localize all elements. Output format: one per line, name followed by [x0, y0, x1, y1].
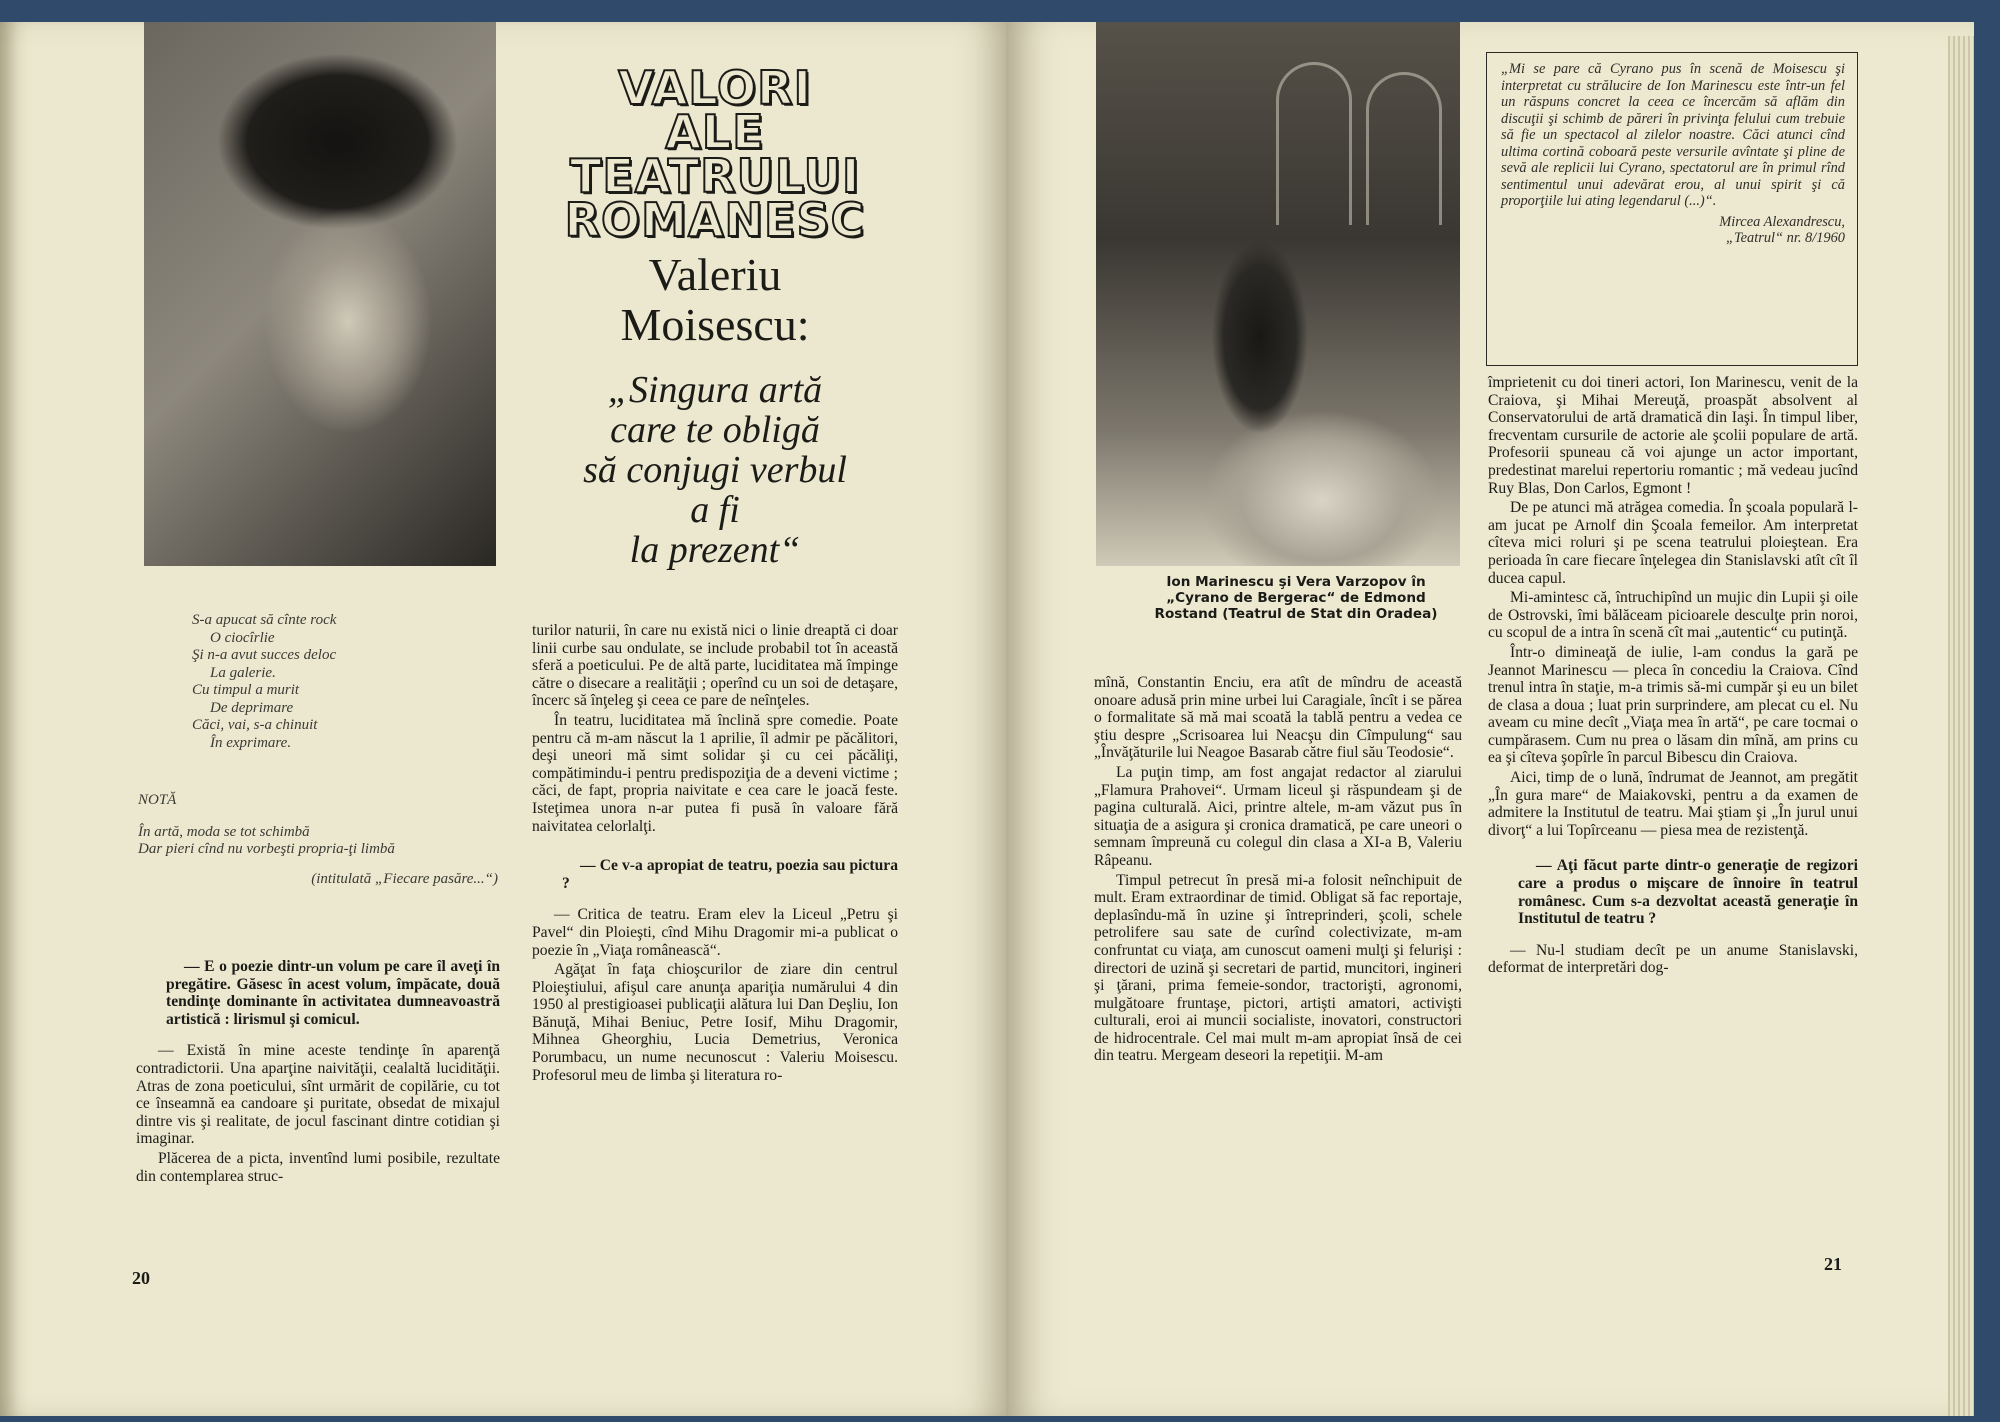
subtitle-line: care te obligă: [610, 409, 820, 451]
column-3: [1094, 674, 1462, 1067]
poem-line: O ciocîrlie: [210, 629, 275, 646]
paragraph: Mi-amintesc că, întruchipînd un mujic din Lupii şi oile de Ostrovski, îmi bălăceam picioarele desculţe prin noroi, cu scopul de a intra în scenă cît mai „autentic“ cu putinţă.: [1488, 589, 1858, 642]
paragraph: Aici, timp de o lună, îndrumat de Jeannot, am pregătit „În gura mare“ de Maiakovski, pentru a da examen de admitere la Institutul de teatru. Mai ştiam şi „În jurul unui divorţ“ a lui Topîrceanu — piesa mea de rezistenţă.: [1488, 769, 1858, 839]
subtitle-line: la prezent“: [629, 529, 801, 571]
stage-arch: [1366, 72, 1442, 225]
header-line: ALE: [665, 105, 765, 159]
series-header: [520, 61, 910, 247]
name-line: Valeriu: [648, 249, 782, 300]
name-line: Moisescu:: [620, 299, 810, 350]
paragraph: La puţin timp, am fost angajat redactor al ziarului „Flamura Prahovei“. Urmam liceul şi răspundeam şi de pagina culturală. Aici, printre altele, m-am văzut pus în situaţia de a asigura şi cronica dramatică, pe care uneori o semnam împreună cu colegul din clasa a XI-a B, Valeriu Râpeanu.: [1094, 763, 1462, 869]
subtitle-line: să conjugi verbul: [583, 449, 847, 491]
interview-question: — Aţi făcut parte dintr-o generaţie de regizori care a produs o mişcare de înnoire în teatrul românesc. Cum s-a dezvoltat această generaţie în Institutul de teatru ?: [1518, 857, 1858, 928]
paragraph: — Critica de teatru. Eram elev la Liceul „Petru şi Pavel“ din Ploieşti, cînd Mihu Dragomir mi-a publicat o poezie în „Viaţa românească“.: [532, 906, 898, 959]
interview-question: — E o poezie dintr-un volum pe care îl aveţi în pregătire. Găsesc în acest volum, împăcate, două tendinţe dominante în activitatea dumneavoastră artistică : lirismul şi comicul.: [166, 958, 500, 1028]
quote-box: [1486, 52, 1858, 366]
right-page: [1006, 22, 1974, 1416]
nota: [138, 792, 498, 888]
interview-question: — Ce v-a apropiat de teatru, poezia sau pictura ?: [562, 857, 898, 892]
column-4: [1488, 374, 1858, 979]
header-line: ROMANESC: [564, 193, 866, 247]
poem-line: S-a apucat să cînte rock: [192, 612, 337, 628]
header-line: VALORI: [618, 61, 812, 115]
poem-line: Cu timpul a murit: [192, 682, 300, 698]
column-2: [532, 622, 898, 1086]
article-subtitle: [540, 370, 890, 570]
poem-line: Căci, vai, s-a chinuit: [192, 717, 318, 733]
poem-line: La galerie.: [210, 664, 276, 681]
stage-photo: [1096, 22, 1460, 566]
poem-line: Şi n-a avut succes deloc: [192, 647, 337, 663]
paragraph: În teatru, luciditatea mă înclină spre comedie. Poate pentru că m-am născut la 1 aprilie, îl admir pe păcălitori, deşi uneori mă simt solidar şi cu cei păcăliţi, compătimindu-i pentru predispoziţia de a deveni victime ; căci, de fapt, propria naivitate e cea care le joacă feste. Isteţimea unora n-ar putea fi pusă în valoare fără naivitatea celorlalţi.: [532, 711, 898, 835]
page-number: 20: [132, 1268, 150, 1288]
paragraph: turilor naturii, în care nu există nici o linie dreaptă ci doar linii curbe sau ondulate, se include probabil tot în această sferă a poeticului. Pe de altă parte, luciditatea mă împinge către o disecare a realităţii ; operînd cu un soi de detaşare, încerc să înţeleg şi ceea ce pare de neînţeles.: [532, 622, 898, 710]
quote-text: „Mi se pare că Cyrano pus în scenă de Moisescu şi interpretat cu strălucire de Ion Marinescu este într-un fel un răspuns concret la ceea ce încercăm să aflăm din discuţii şi schimb de păreri în privinţa felului cum trebuie să fie un spectacol al zilelor noastre. Căci atunci cînd ultima cortină coboară peste versurile avîntate şi pline de sevă ale replicii lui Cyrano, spectatorul are în primul rînd sentimentul unui adevărat erou, al unui spirit şi că proporţiile lui ating legendarul (...)“.: [1501, 61, 1845, 209]
article-title: [560, 250, 870, 350]
photo-caption: Ion Marinescu şi Vera Varzopov în „Cyrano de Bergerac“ de Edmond Rostand (Teatrul de Stat din Oradea): [1154, 574, 1438, 622]
subtitle-line: „Singura artă: [607, 369, 823, 411]
paragraph: Timpul petrecut în presă mi-a folosit neînchipuit de mult. Eram extraordinar de timid. Obligat să fac reportaje, deplasîndu-mă în uzine şi întreprinderi, şcoli, schele petrolifere sau sate de curînd colectivizate, m-am confruntat cu viaţa, am cunoscut oameni mulţi şi felurişi : directori de uzină şi secretari de partid, muncitori, ingineri şi ţărani, prima femeie-sondor, tractorişti, agronomi, mulgătoare fruntaşe, pictori, artişti amatori, activişti culturali, eroi ai muncii socialiste, inovatori, constructori de hidrocentrale. Cel mai mult m-am apropiat însă de cei din teatru. Mergeam deseori la repetiţii. M-am: [1094, 871, 1462, 1065]
paragraph: Într-o dimineaţă de iulie, l-am condus la gară pe Jeannot Marinescu — pleca în concediu la Craiova. Cînd trenul intra în staţie, m-a trimis să-mi cumpăr şi eu un bilet de clasa a doua ; luat prin surprindere, am plecat cu el. Nu aveam cu mine decît „Viaţa mea în artă“, pe care tocmai o cumpărasem. Cum nu prea o lăsam din mînă, am prins cu ea şi cîteva şopîrle în parcul Bibescu din Craiova.: [1488, 643, 1858, 767]
quote-source: „Teatrul“ nr. 8/1960: [1725, 230, 1845, 246]
subtitle-line: a fi: [690, 489, 740, 531]
nota-line: În artă, moda se tot schimbă: [138, 823, 310, 840]
paragraph: Plăcerea de a picta, inventînd lumi posibile, rezultate din contemplarea struc-: [136, 1149, 500, 1185]
paragraph: — Nu-l studiam decît pe un anume Stanislavski, deformat de interpretări dog-: [1488, 941, 1858, 977]
paragraph: — Există în mine aceste tendinţe în aparenţă contradictorii. Una aparţine naivităţii, cealaltă lucidităţii. Atras de zona poeticului, sînt urmărit de copilărie, cu tot ce înseamnă ea candoare şi puritate, obsedat de mixajul dintre vis şi realitate, de jocul fascinant dintre cotidian şi imaginar.: [136, 1042, 500, 1148]
quote-author: Mircea Alexandrescu,: [1719, 213, 1845, 230]
page-edges: [1948, 36, 1974, 1416]
page-number: 21: [1824, 1254, 1842, 1274]
portrait-photo: [144, 22, 496, 566]
paragraph: împrietenit cu doi tineri actori, Ion Marinescu, venit de la Craiova, şi Mihai Mereuţă, proaspăt absolvent al Conservatorului de artă dramatică din Iaşi. În timpul liber, frecventam cursurile de actorie ale şcolii populare de artă. Profesorii spuneau că voi ajunge un actor important, predestinat marelui repertoriu romantic ; mă vedeau jucînd Ruy Blas, Don Carlos, Egmont !: [1488, 374, 1858, 497]
stage-arch: [1276, 62, 1352, 225]
left-page: [0, 22, 1006, 1416]
poem-source: (intitulată „Fiecare pasăre...“): [311, 870, 498, 887]
nota-label: NOTĂ: [138, 792, 177, 808]
header-line: TEATRULUI: [569, 149, 861, 203]
paragraph: Agăţat în faţa chioşcurilor de ziare din centrul Ploieştiului, afişul care anunţa apariţia numărului 4 din 1950 al prestigioasei publicaţii alătura lui Dan Deşliu, Ion Bănuţă, Mihai Beniuc, Petre Iosif, Mihu Dragomir, Mihnea Gheorghiu, Lucia Demetrius, Veronica Porumbacu, un nume necunoscut : Valeriu Moisescu. Profesorul meu de limba şi literatura ro-: [532, 961, 898, 1084]
paragraph: De pe atunci mă atrăgea comedia. În şcoala populară l-am jucat pe Arnolf din Şcoala femeilor. Am interpretat cîteva mici roluri şi pe scena teatrului ploieştean. Era perioada în care fiecare înţelegea din Stanislavski atît cît îl ducea capul.: [1488, 499, 1858, 587]
column-1: [136, 948, 500, 1187]
poem-line: În exprimare.: [210, 734, 292, 751]
poem-line: De deprimare: [210, 699, 294, 716]
poem: [192, 612, 492, 752]
paragraph: mînă, Constantin Enciu, era atît de mîndru de această onoare adusă prin mine urbei lui Caragiale, încît i se părea o formalitate să mă mai scoată la tablă pentru a vedea ce ştiu despre „Scrisoarea lui Neacşu din Cîmpulung“ sau „Învăţăturile lui Neagoe Basarab către fiul său Teodosie“.: [1094, 674, 1462, 762]
nota-line: Dar pieri cînd nu vorbeşti propria-ţi limbă: [138, 841, 395, 857]
